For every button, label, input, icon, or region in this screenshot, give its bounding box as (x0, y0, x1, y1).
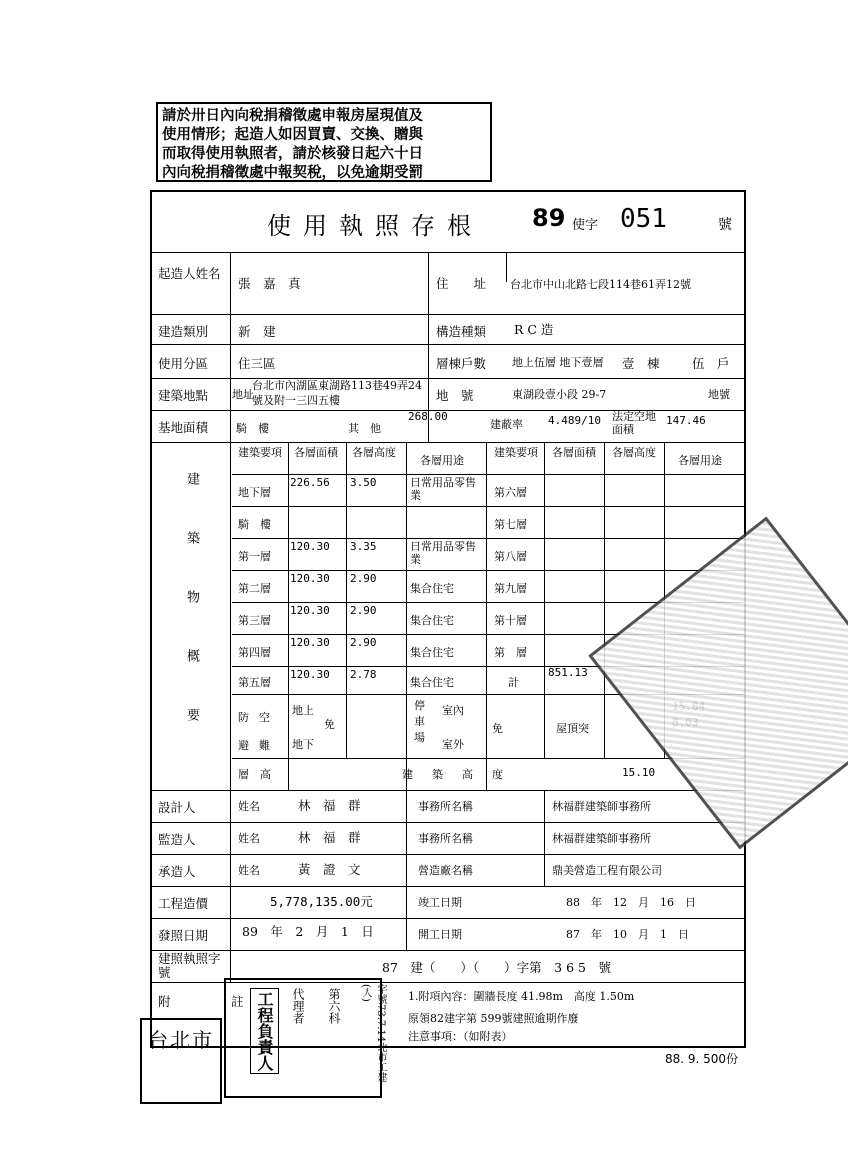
label-permit: 建照執照字號 (158, 951, 221, 980)
row-use: 集合住宅 (410, 582, 454, 595)
label-other: 其 他 (348, 422, 381, 435)
site-address: 台北市內湖區東湖路113巷49弄24號及附一三四五樓 (252, 379, 422, 407)
title-hao: 號 (718, 217, 732, 233)
cost-value: 5,778,135.00元 (270, 894, 373, 909)
official-seal: 台北市 (140, 1018, 222, 1104)
legal-open-area: 147.46 (666, 414, 706, 427)
parking-note: 免 (492, 722, 503, 735)
row-area: 120.30 (290, 668, 330, 681)
row-use: 日常用品零售業 (410, 476, 476, 502)
row-item: 地下層 (238, 486, 271, 499)
complete-date: 88 年 12 月 16 日 (566, 896, 696, 909)
stamp-agent: 代理者 (291, 988, 305, 1024)
label-name: 姓名 (238, 832, 260, 845)
label-name: 姓名 (238, 800, 260, 813)
label-site-area: 基地面積 (158, 420, 209, 435)
row-item: 第三層 (238, 614, 271, 627)
remark-line: 原領82建字第 599號建照逾期作廢 (408, 1012, 579, 1025)
notice-line: 而取得使用執照者，請於核發日起六十日 (162, 145, 423, 162)
label-office: 事務所名稱 (418, 832, 473, 845)
designer-name: 林 福 群 (298, 798, 361, 813)
approval-stamps (224, 978, 386, 1098)
label-site: 建築地點 (158, 388, 209, 403)
row-item-right: 第八層 (494, 550, 527, 563)
tax-notice-box (156, 102, 492, 182)
label-coverage: 建蔽率 (490, 418, 523, 431)
label-bldg-height: 建 築 高 度 (402, 768, 507, 781)
row-item-right: 第七層 (494, 518, 527, 531)
header-use-right: 各層用途 (678, 454, 722, 467)
label-air-raid: 防空避難 (238, 711, 280, 752)
row-use: 集合住宅 (410, 614, 454, 627)
label-floor-height: 層 高 (238, 768, 271, 781)
row-use: 日常用品零售業 (410, 540, 476, 566)
label-start: 開工日期 (418, 928, 462, 941)
struct-type: R C 造 (514, 322, 554, 337)
row-height: 3.50 (350, 476, 377, 489)
row-height: 3.35 (350, 540, 377, 553)
row-item: 第一層 (238, 550, 271, 563)
label-contractor: 承造人 (158, 864, 196, 879)
label-issue: 發照日期 (158, 928, 209, 943)
supervisor-office: 林福群建築師事務所 (552, 832, 651, 845)
header-height-right: 各層高度 (612, 446, 656, 459)
supervisor-name: 林 福 群 (298, 830, 361, 845)
other-area: 268.00 (408, 410, 448, 423)
lot-number: 東湖段壹小段 29-7 (512, 388, 607, 401)
label-total: 計 (508, 676, 519, 689)
notice-line: 內向稅捐稽徵處中報契稅，以免逾期受罰 (162, 164, 423, 181)
stamp-engineer: 工程負責人 (250, 988, 279, 1074)
row-height: 2.90 (350, 604, 377, 617)
header-use: 各層用途 (420, 454, 464, 467)
label-designer: 設計人 (158, 800, 196, 815)
contractor-firm: 鼎美營造工程有限公司 (552, 864, 662, 877)
label-site-addr: 地址 (232, 388, 254, 401)
bldg-count: 壹 棟 (622, 356, 660, 371)
row-use: 集合住宅 (410, 646, 454, 659)
row-item: 第四層 (238, 646, 271, 659)
label-supervisor: 監造人 (158, 832, 196, 847)
issue-date: 89 年 2 月 1 日 (242, 924, 374, 939)
label-firm: 營造廠名稱 (418, 864, 473, 877)
row-height: 2.90 (350, 572, 377, 585)
label-build-type: 建造類別 (158, 324, 209, 339)
row-area: 226.56 (290, 476, 330, 489)
stamp-section: 第六科 (327, 988, 341, 1024)
row-item-right: 第十層 (494, 614, 527, 627)
owner-name: 張 嘉 真 (238, 276, 301, 291)
floors: 地上伍層 地下壹層 (512, 356, 604, 369)
label-arcade: 騎 樓 (236, 422, 269, 435)
bldg-height: 15.10 (622, 766, 656, 779)
title-year: 89 (532, 204, 566, 232)
header-item-right: 建築要項 (494, 446, 538, 459)
air-raid-note: 免 (324, 718, 335, 731)
row-area: 120.30 (290, 540, 330, 553)
row-item-right: 第六層 (494, 486, 527, 499)
permit-number: 87 建（ ）（ ）字第 3 6 5 號 (382, 960, 611, 975)
units: 伍 戶 (692, 356, 730, 371)
label-parking: 停車場 (414, 699, 425, 744)
footer-print-note: 88. 9. 500份 (665, 1052, 739, 1066)
remark-line: 注意事項：（如附表） (408, 1030, 513, 1043)
notice-line: 使用情形；起造人如因買賣、交換、贈與 (162, 126, 423, 143)
row-item: 第二層 (238, 582, 271, 595)
label-lot: 地 號 (436, 388, 474, 403)
row-item: 騎 樓 (238, 518, 271, 531)
label-name: 姓名 (238, 864, 260, 877)
label-owner: 起造人姓名 (158, 266, 221, 281)
row-item-right: 第 層 (494, 646, 527, 659)
remark-line: 1.附項內容：圍牆長度 41.98m 高度 1.50m (408, 990, 635, 1003)
row-use: 集合住宅 (410, 676, 454, 689)
row-area: 120.30 (290, 636, 330, 649)
row-area: 120.30 (290, 604, 330, 617)
row-item: 第五層 (238, 676, 271, 689)
title-bar (152, 192, 744, 253)
row-area: 120.30 (290, 572, 330, 585)
label-indoor: 室內 (442, 704, 464, 717)
title-word: 使字 (572, 218, 599, 233)
label-struct-type: 構造種類 (436, 324, 487, 339)
label-address: 住 址 (436, 276, 487, 291)
label-remark: 附 註 (158, 994, 268, 1009)
label-floors-units: 層棟戶數 (436, 356, 487, 371)
label-roof: 屋頂突 (556, 722, 589, 735)
row-height: 2.90 (350, 636, 377, 649)
stamp-code: 字號73.7.14北市工建(人) (360, 984, 386, 1083)
serial-number: 051 (620, 204, 667, 234)
label-below: 地下 (292, 738, 314, 751)
designer-office: 林福群建築師事務所 (552, 800, 651, 813)
header-area: 各層面積 (294, 446, 338, 459)
label-office: 事務所名稱 (418, 800, 473, 813)
build-type: 新 建 (238, 324, 276, 339)
header-item: 建築要項 (238, 446, 282, 459)
page-title: 使用執照存根 (267, 212, 483, 240)
contractor-name: 黃 證 文 (298, 862, 361, 877)
label-above: 地上 (292, 704, 314, 717)
owner-address: 台北市中山北路七段114巷61弄12號 (510, 278, 691, 291)
label-cost: 工程造價 (158, 896, 209, 911)
label-outline: 建築物概要 (184, 472, 199, 767)
start-date: 87 年 10 月 1 日 (566, 928, 689, 941)
total-area: 851.13 (548, 666, 588, 679)
label-zone: 使用分區 (158, 356, 209, 371)
lot-suffix: 地號 (708, 388, 730, 401)
zone: 住三區 (238, 356, 276, 371)
row-height: 2.78 (350, 668, 377, 681)
notice-line: 請於卅日內向稅捐稽徵處申報房屋現值及 (162, 107, 423, 124)
coverage: 4.489/10 (548, 414, 601, 427)
label-outdoor: 室外 (442, 738, 464, 751)
label-legal-area: 法定空地面積 (612, 410, 656, 436)
header-height: 各層高度 (352, 446, 396, 459)
header-area-right: 各層面積 (552, 446, 596, 459)
label-complete: 竣工日期 (418, 896, 462, 909)
row-item-right: 第九層 (494, 582, 527, 595)
